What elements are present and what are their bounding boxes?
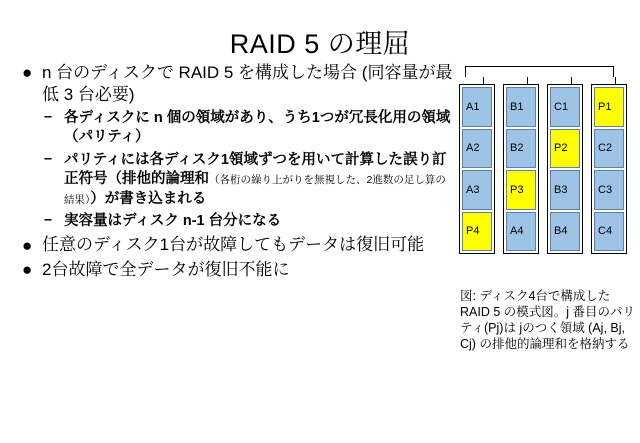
list-item-label: 各ディスクに n 個の領域があり、うち1つが冗長化用の領域（パリティ） xyxy=(64,109,451,146)
disk-cell: A3 xyxy=(462,170,492,210)
raid5-diagram xyxy=(459,66,631,276)
diagram-caption: 図: ディスク4台で構成した RAID 5 の模式図。j 番目のパリティ(Pj)は jのつく領域 (Aj, Bj, Cj) の排他的論理和を格納する xyxy=(460,289,636,351)
disk-cell: C1 xyxy=(550,87,580,127)
bullet-glyph: ● xyxy=(22,235,33,255)
bullet-glyph: ● xyxy=(22,260,33,280)
list-item xyxy=(14,62,454,231)
list-item-note: （各桁の繰り上がりを無視した、2進数の足し算の結果） xyxy=(64,174,446,206)
bullet-list-level1 xyxy=(14,62,454,281)
disk-columns xyxy=(459,84,631,254)
list-item-label: n 台のディスクで RAID 5 を構成した場合 (同容量が最低 3 台必要) xyxy=(42,63,453,105)
disk-cell: C2 xyxy=(594,129,624,169)
disk-cell: A2 xyxy=(462,129,492,169)
disk-cell: B3 xyxy=(550,170,580,210)
dash-glyph: – xyxy=(44,151,53,167)
list-item xyxy=(42,151,454,209)
list-item xyxy=(42,212,454,231)
list-item-label: 任意のディスク1台が故障してもデータは復旧可能 xyxy=(42,235,425,255)
list-item-label: 2台故障で全データが復旧不能に xyxy=(42,259,290,279)
disk-column xyxy=(547,84,583,254)
disk-cell-parity: P3 xyxy=(506,170,536,210)
disk-cell: B2 xyxy=(506,129,536,169)
bullet-glyph: ● xyxy=(22,63,33,83)
disk-cell-parity: P1 xyxy=(594,87,624,127)
controller-bus-line xyxy=(465,66,614,77)
dash-glyph: – xyxy=(44,109,53,126)
disk-column xyxy=(503,84,539,254)
body-text-block xyxy=(14,62,454,283)
disk-cell: C4 xyxy=(594,212,624,252)
bullet-list-level2 xyxy=(42,109,454,232)
disk-cell-parity: P4 xyxy=(462,212,492,252)
disk-cell: A1 xyxy=(462,87,492,127)
list-item-label-tail: ）が書き込まれる xyxy=(90,190,207,207)
dash-glyph: – xyxy=(44,212,53,229)
list-item xyxy=(14,234,454,256)
list-item-label: 実容量はディスク n-1 台分になる xyxy=(64,212,282,229)
list-item xyxy=(42,109,454,148)
disk-column xyxy=(591,84,627,254)
list-item-label: パリティには各ディスク1領域ずつを用いて計算した誤り訂正符号（排他的論理和 xyxy=(64,151,447,188)
disk-cell: A4 xyxy=(506,212,536,252)
page-title: RAID 5 の理屈 xyxy=(229,29,411,59)
disk-cell: C3 xyxy=(594,170,624,210)
disk-cell: B1 xyxy=(506,87,536,127)
disk-cell: B4 xyxy=(550,212,580,252)
disk-column xyxy=(459,84,495,254)
disk-cell-parity: P2 xyxy=(550,129,580,169)
list-item xyxy=(14,259,454,281)
